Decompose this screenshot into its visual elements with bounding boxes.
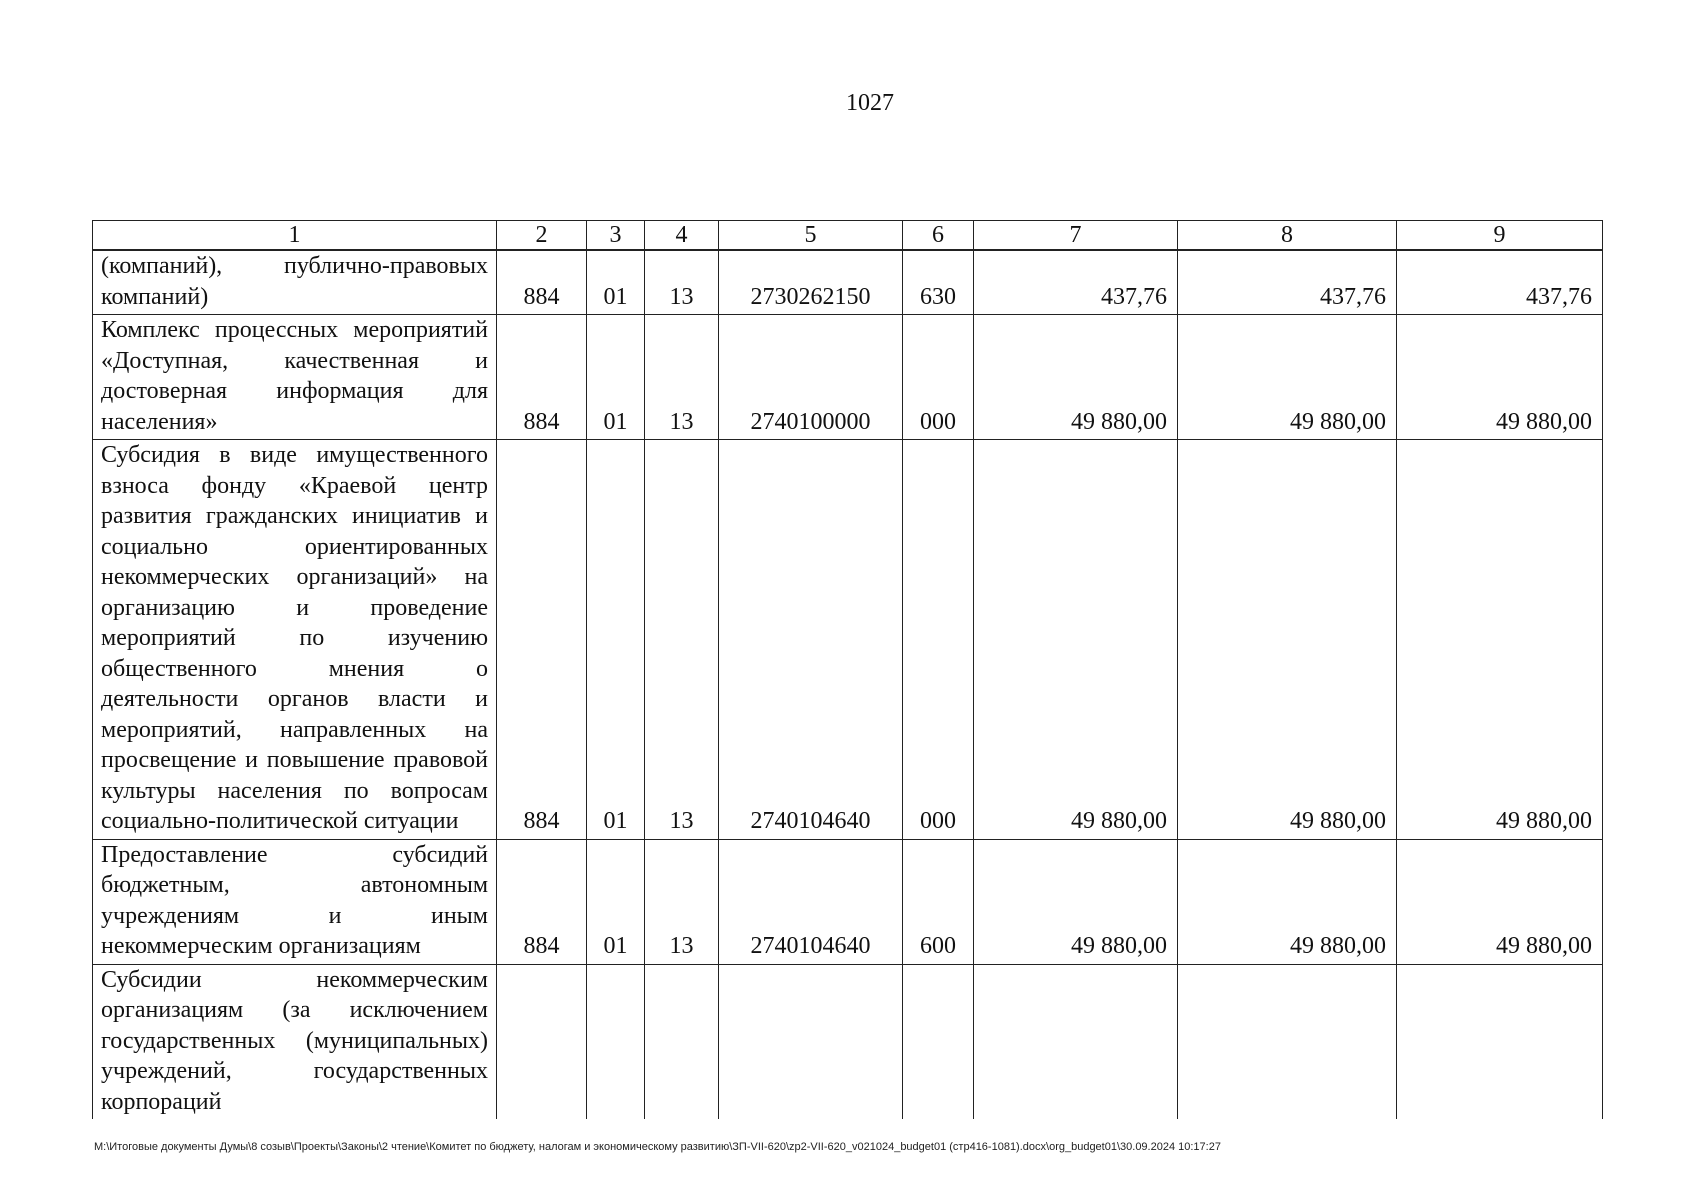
column-header-9: 9 — [1397, 221, 1603, 251]
row-amount-9: 49 880,00 — [1397, 440, 1603, 840]
row-amount-8: 49 880,00 — [1178, 440, 1397, 840]
row-code-5: 2740104640 — [719, 440, 903, 840]
row-amount-8: 49 880,00 — [1178, 839, 1397, 964]
column-header-8: 8 — [1178, 221, 1397, 251]
column-header-6: 6 — [903, 221, 974, 251]
row-description: Субсидия в виде имущественного взноса фонду «Краевой центр развития гражданских инициатив и социально ориентированных некоммерческих организаций» на организацию и проведение мероприятий по изучению общественного мнения о деятельности органов власти и мероприятий, направленных на просвещение и повышение правовой культуры населения по вопросам социально-политической ситуации — [93, 440, 497, 840]
table-row — [93, 315, 1603, 440]
column-header-1: 1 — [93, 221, 497, 251]
row-amount-8: 437,76 — [1178, 250, 1397, 315]
column-header-5: 5 — [719, 221, 903, 251]
row-code-4: 13 — [645, 315, 719, 440]
row-amount-7: 437,76 — [974, 250, 1178, 315]
row-code-5: 2740100000 — [719, 315, 903, 440]
row-amount-8: 49 880,00 — [1178, 315, 1397, 440]
row-amount-7 — [974, 964, 1178, 1119]
row-description: (компаний), публично-правовых компаний) — [93, 250, 497, 315]
row-amount-9 — [1397, 964, 1603, 1119]
row-description: Предоставление субсидий бюджетным, автономным учреждениям и иным некоммерческим организациям — [93, 839, 497, 964]
row-code-3 — [587, 964, 645, 1119]
row-code-4: 13 — [645, 440, 719, 840]
row-code-3: 01 — [587, 250, 645, 315]
row-amount-9: 49 880,00 — [1397, 839, 1603, 964]
row-code-2 — [497, 964, 587, 1119]
row-code-6 — [903, 964, 974, 1119]
table-header-row — [93, 221, 1603, 251]
row-amount-9: 437,76 — [1397, 250, 1603, 315]
row-code-5 — [719, 964, 903, 1119]
row-description: Комплекс процессных мероприятий «Доступная, качественная и достоверная информация для населения» — [93, 315, 497, 440]
row-amount-7: 49 880,00 — [974, 839, 1178, 964]
row-code-6: 600 — [903, 839, 974, 964]
row-code-2: 884 — [497, 839, 587, 964]
table-row — [93, 839, 1603, 964]
row-code-5: 2740104640 — [719, 839, 903, 964]
row-amount-9: 49 880,00 — [1397, 315, 1603, 440]
row-amount-7: 49 880,00 — [974, 440, 1178, 840]
table-row — [93, 964, 1603, 1119]
row-code-5: 2730262150 — [719, 250, 903, 315]
column-header-4: 4 — [645, 221, 719, 251]
row-code-4 — [645, 964, 719, 1119]
row-code-2: 884 — [497, 250, 587, 315]
row-code-6: 000 — [903, 315, 974, 440]
row-code-3: 01 — [587, 440, 645, 840]
document-file-path: M:\Итоговые документы Думы\8 созыв\Проекты\Законы\2 чтение\Комитет по бюджету, налогам и экономическому развитию\ЗП-VII-620\zp2-VII-620_v021024_budget01 (стр416-1081).docx\org_budget01\30.09.2024 10:17:27 — [94, 1141, 1221, 1153]
row-amount-8 — [1178, 964, 1397, 1119]
row-code-4: 13 — [645, 839, 719, 964]
row-code-2: 884 — [497, 440, 587, 840]
column-header-7: 7 — [974, 221, 1178, 251]
table-row — [93, 250, 1603, 315]
row-description: Субсидии некоммерческим организациям (за исключением государственных (муниципальных) учреждений, государственных корпораций — [93, 964, 497, 1119]
row-code-6: 000 — [903, 440, 974, 840]
row-amount-7: 49 880,00 — [974, 315, 1178, 440]
row-code-6: 630 — [903, 250, 974, 315]
row-code-3: 01 — [587, 839, 645, 964]
column-header-3: 3 — [587, 221, 645, 251]
budget-table — [92, 220, 1603, 1119]
row-code-2: 884 — [497, 315, 587, 440]
column-header-2: 2 — [497, 221, 587, 251]
row-code-3: 01 — [587, 315, 645, 440]
page-number: 1027 — [846, 90, 894, 116]
row-code-4: 13 — [645, 250, 719, 315]
table-row — [93, 440, 1603, 840]
